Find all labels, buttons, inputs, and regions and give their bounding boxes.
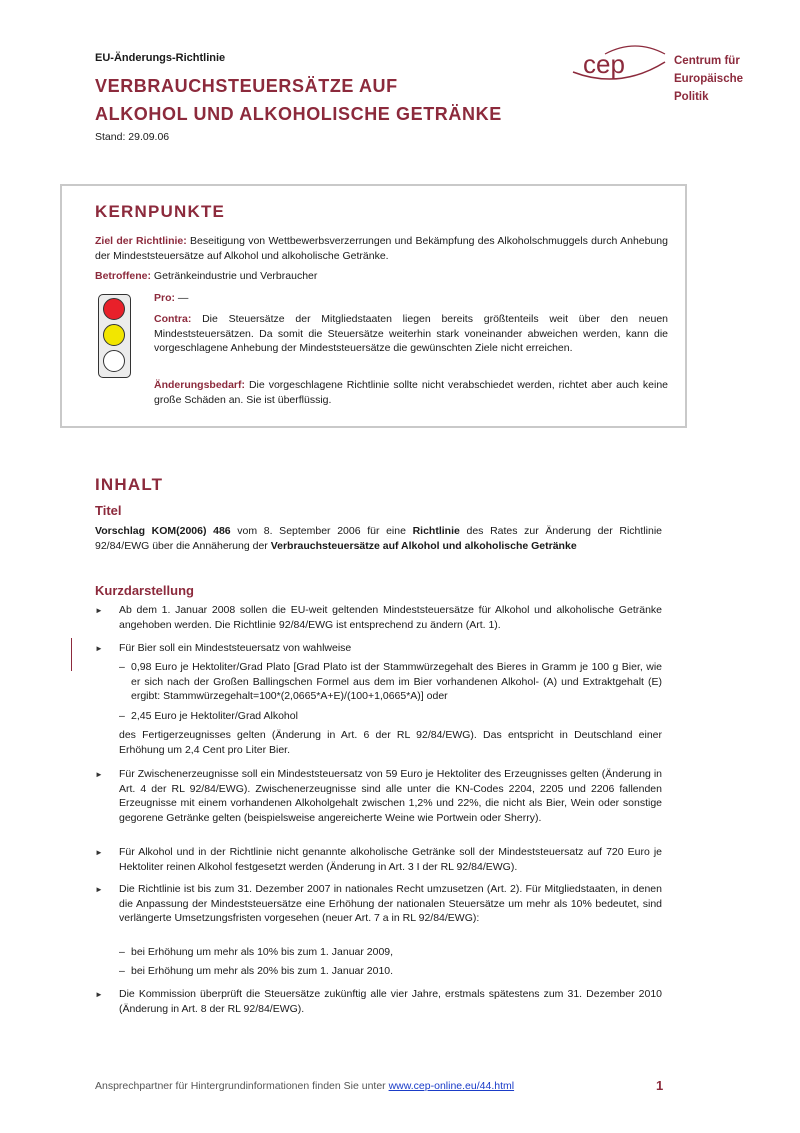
titel-paragraph — [95, 524, 662, 553]
dash-bullet: – — [119, 710, 125, 722]
logo-line-1: Centrum für — [674, 55, 740, 67]
proposal-reference: Vorschlag KOM(2006) 486 — [95, 525, 231, 537]
ziel-text: Beseitigung von Wettbewerbsverzerrungen und Bekämpfung des Alkoholschmuggels durch Anhebung der Mindeststeuersätze auf Alkohol und alkoholische Getränke. — [95, 235, 668, 262]
list-item — [95, 767, 662, 825]
list-item — [95, 987, 662, 1016]
bullet-5-text: Die Richtlinie ist bis zum 31. Dezember 2007 in nationales Recht umzusetzen (Art. 2). Für Mitgliedstaaten, in denen die Anpassung der Mindeststeuersätze eine Erhöhung der nationalen Steuersätze um mehr als 10% bedeutet, sind verlängerte Umsetzungsfristen vorgesehen (neuer Art. 7 a in RL 92/84/EWG): — [119, 883, 662, 924]
list-subitem — [119, 709, 662, 724]
arrow-bullet-icon: ► — [95, 606, 103, 615]
betroffene-paragraph — [95, 269, 668, 284]
aenderungsbedarf-label: Änderungsbedarf: — [154, 379, 246, 391]
list-item — [95, 882, 662, 926]
logo-line-3: Politik — [674, 91, 709, 103]
contra-label: Contra: — [154, 313, 192, 325]
inhalt-heading: INHALT — [95, 475, 164, 494]
logo-mark: cep — [583, 49, 625, 79]
pro-paragraph — [154, 291, 668, 306]
betroffene-label: Betroffene: — [95, 270, 152, 282]
titel-text-2: des Rates zur Änderung der Richtlinie 92/84/EWG über die Annäherung der — [95, 525, 662, 552]
document-date: Stand: 29.09.06 — [95, 131, 170, 143]
bullet-2-tail: des Fertigerzeugnisses gelten (Änderung in Art. 6 der RL 92/84/EWG). Das entspricht in Deutschland einer Erhöhung um 2,4 Cent pro Liter Bier. — [119, 729, 662, 756]
dash-bullet: – — [119, 661, 125, 673]
title-line-1: VERBRAUCHSTEUERSÄTZE AUF — [95, 76, 398, 96]
kernpunkte-box — [60, 184, 687, 428]
bullet-6-text: Die Kommission überprüft die Steuersätze zukünftig alle vier Jahre, erstmals spätestens zum 31. Dezember 2010 (Änderung in Art. 8 der RL 92/84/EWG). — [119, 988, 662, 1015]
contra-paragraph — [154, 312, 668, 356]
betroffene-text: Getränkeindustrie und Verbraucher — [151, 270, 318, 282]
titel-subject: Verbrauchsteuersätze auf Alkohol und alkoholische Getränke — [270, 539, 577, 552]
document-title — [95, 72, 502, 128]
bullet-2-dash-2: 2,45 Euro je Hektoliter/Grad Alkohol — [131, 710, 298, 722]
list-item — [95, 845, 662, 874]
bullet-3-text: Für Zwischenerzeugnisse soll ein Mindeststeuersatz von 59 Euro je Hektoliter des Erzeugnisses gelten (Änderung in Art. 4 der RL 92/84/EWG). Zwischenerzeugnisse sind alle unter die KN-Codes 2204, 2205 und 2206 fallenden Erzeugnisse mit einem vorhandenen Alkoholgehalt zwischen 1,2% und 22%, die nicht als Bier, Wein oder sonstige gegorene Getränke gelten (beispielsweise angereicherte Weine wie Portwein oder Sherry). — [119, 768, 662, 824]
titel-richtlinie: Richtlinie — [412, 525, 460, 537]
ziel-paragraph — [95, 234, 668, 263]
pro-text: — — [175, 292, 189, 304]
arrow-bullet-icon: ► — [95, 644, 103, 653]
arrow-bullet-icon: ► — [95, 990, 103, 999]
white-lamp — [103, 350, 125, 372]
footer-link[interactable]: www.cep-online.eu/44.html — [388, 1080, 515, 1092]
aenderungsbedarf-text: Die vorgeschlagene Richtlinie sollte nicht verabschiedet werden, richtet aber auch keine große Schäden an. Sie ist überflüssig. — [154, 379, 668, 406]
arrow-bullet-icon: ► — [95, 770, 103, 779]
aenderungsbedarf-paragraph — [154, 378, 668, 407]
logo-text — [674, 52, 743, 106]
list-subitem — [119, 660, 662, 704]
bullet-4-text: Für Alkohol und in der Richtlinie nicht genannte alkoholische Getränke soll der Mindeststeuersatz auf 720 Euro je Hektoliter reinen Alkohol festgesetzt werden (Änderung in Art. 3 I der RL 92/84/EWG). — [119, 846, 662, 873]
title-line-2: ALKOHOL UND ALKOHOLISCHE GETRÄNKE — [95, 104, 502, 124]
titel-text-1: vom 8. September 2006 für eine — [230, 525, 413, 537]
pro-label: Pro: — [154, 292, 175, 304]
yellow-lamp — [103, 324, 125, 346]
dash-bullet: – — [119, 965, 125, 977]
document-subtitle: EU-Änderungs-Richtlinie — [95, 52, 226, 64]
arrow-bullet-icon: ► — [95, 848, 103, 857]
list-subitem — [119, 945, 662, 960]
bullet-1-text: Ab dem 1. Januar 2008 sollen die EU-weit geltenden Mindeststeuersätze für Alkohol und alkoholische Getränke angehoben werden. Die Richtlinie 92/84/EWG ist entsprechend zu ändern (Art. 1). — [119, 604, 662, 631]
list-subitem — [119, 964, 662, 979]
bullet-5-dash-2: bei Erhöhung um mehr als 20% bis zum 1. Januar 2010. — [131, 965, 394, 977]
bullet-5-dash-1: bei Erhöhung um mehr als 10% bis zum 1. Januar 2009, — [131, 946, 394, 958]
bullet-2-dash-1: 0,98 Euro je Hektoliter/Grad Plato [Grad Plato ist der Stammwürzegehalt des Bieres in Gramm je 100 g Bier, wie er sich nach der Großen Ballingschen Formel aus dem im Bier vorhandenen Alkohol- (A) und Extraktgehalt (E) ergibt: Stammwürzegehalt=100*(2,0665*A+E)/(100+1,0665*A)] oder — [131, 661, 662, 702]
cep-logo-icon — [565, 40, 675, 90]
traffic-light-icon — [98, 294, 131, 378]
contra-text: Die Steuersätze der Mitgliedstaaten liegen bereits größtenteils weit über den neuen Mindeststeuersätzen. Da somit die Steuersätze weiterhin stark voneinander abweichen werden, kann die vorgeschlagene Anhebung der Mindeststeuersätze die gewünschten Ziele nicht erreichen. — [154, 313, 668, 354]
footer-text: Ansprechpartner für Hintergrundinformationen finden Sie unter — [95, 1080, 389, 1092]
footer-note — [95, 1080, 514, 1092]
arrow-bullet-icon: ► — [95, 885, 103, 894]
logo-line-2: Europäische — [674, 73, 744, 85]
kernpunkte-heading: KERNPUNKTE — [95, 202, 226, 221]
list-item — [95, 603, 662, 632]
page-number: 1 — [656, 1078, 664, 1093]
titel-heading: Titel — [95, 503, 122, 518]
red-lamp — [103, 298, 125, 320]
change-marker — [71, 638, 72, 671]
dash-bullet: – — [119, 946, 125, 958]
bullet-2-text: Für Bier soll ein Mindeststeuersatz von wahlweise — [119, 642, 352, 654]
kurzdarstellung-heading: Kurzdarstellung — [95, 583, 194, 598]
ziel-label: Ziel der Richtlinie: — [95, 235, 187, 247]
list-item — [95, 641, 662, 656]
